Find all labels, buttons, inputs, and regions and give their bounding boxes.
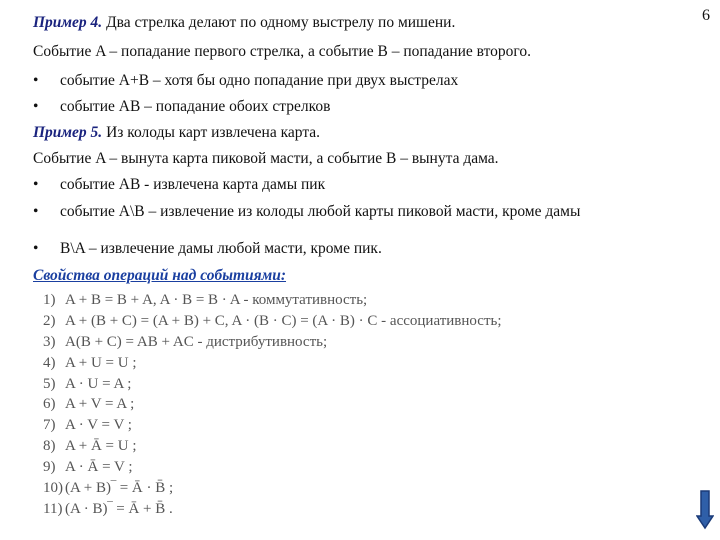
property-number: 8) [43, 438, 56, 455]
property-item [43, 478, 502, 499]
property-formula: A + B = B + A, A · B = B · A - коммутативность; [65, 292, 368, 308]
property-item [43, 415, 502, 436]
property-number: 1) [43, 292, 56, 308]
property-item [43, 436, 502, 457]
properties-list [43, 290, 502, 520]
example5-bullet-2 [33, 202, 580, 222]
example4-bullet-2 [33, 97, 330, 117]
example5-events: Событие A – вынута карта пиковой масти, а событие B – вынута дама. [33, 150, 499, 167]
property-number: 6) [43, 396, 56, 413]
properties-heading: Свойства операций над событиями: [33, 267, 287, 284]
example5-bullet-1 [33, 175, 325, 195]
property-formula: A · V = V ; [65, 417, 132, 434]
bullet-text: событие AB – попадание обоих стрелков [60, 98, 331, 115]
bullet-icon: • [33, 176, 39, 193]
example4-bullet-1 [33, 71, 458, 91]
property-item [43, 290, 502, 311]
property-item [43, 374, 502, 395]
property-item [43, 311, 502, 332]
property-formula: (A + B)‾ = Ā · B̄ ; [65, 480, 174, 497]
property-number: 11) [43, 500, 63, 517]
property-formula: A · Ā = V ; [65, 459, 133, 476]
property-formula: A · U = A ; [65, 375, 132, 392]
property-item [43, 394, 502, 415]
example5-text: Из колоды карт извлечена карта. [102, 124, 321, 141]
property-item [43, 332, 502, 353]
page-number: 6 [702, 7, 710, 24]
example4-title [33, 13, 455, 33]
property-number: 3) [43, 333, 56, 350]
bullet-icon: • [33, 240, 39, 257]
example4-label: Пример 4. [33, 14, 103, 31]
bullet-icon: • [33, 98, 39, 115]
bullet-icon: • [33, 203, 39, 220]
property-number: 9) [43, 459, 56, 476]
property-formula: (A · B)‾ = Ā + B̄ . [65, 500, 173, 517]
property-number: 10) [43, 480, 63, 497]
bullet-text: событие A\B – извлечение из колоды любой карты пиковой масти, кроме дамы [60, 203, 581, 220]
property-number: 2) [43, 312, 56, 329]
property-formula: A + U = U ; [65, 354, 137, 371]
bullet-icon: • [33, 72, 39, 89]
example5-bullet-3 [33, 239, 382, 259]
down-arrow-icon[interactable] [696, 490, 714, 530]
property-formula: A(B + C) = AB + AC - дистрибутивность; [65, 333, 328, 350]
property-number: 4) [43, 354, 56, 371]
property-item [43, 353, 502, 374]
property-number: 5) [43, 375, 56, 392]
example5-title [33, 123, 320, 143]
example5-label: Пример 5. [33, 124, 103, 141]
property-formula: A + Ā = U ; [65, 438, 137, 455]
property-formula: A + (B + C) = (A + B) + C, A · (B · C) = (A · B) · C - ассоциативность; [65, 312, 502, 329]
bullet-text: B\A – извлечение дамы любой масти, кроме пик. [60, 240, 382, 257]
property-formula: A + V = A ; [65, 396, 135, 413]
example4-events: Событие A – попадание первого стрелка, а событие B – попадание второго. [33, 43, 532, 60]
property-item [43, 457, 502, 478]
bullet-text: событие A+B – хотя бы одно попадание при двух выстрелах [60, 72, 459, 89]
bullet-text: событие AB - извлечена карта дамы пик [60, 176, 326, 193]
property-number: 7) [43, 417, 56, 434]
example4-text: Два стрелка делают по одному выстрелу по мишени. [102, 14, 456, 31]
property-item [43, 499, 502, 520]
